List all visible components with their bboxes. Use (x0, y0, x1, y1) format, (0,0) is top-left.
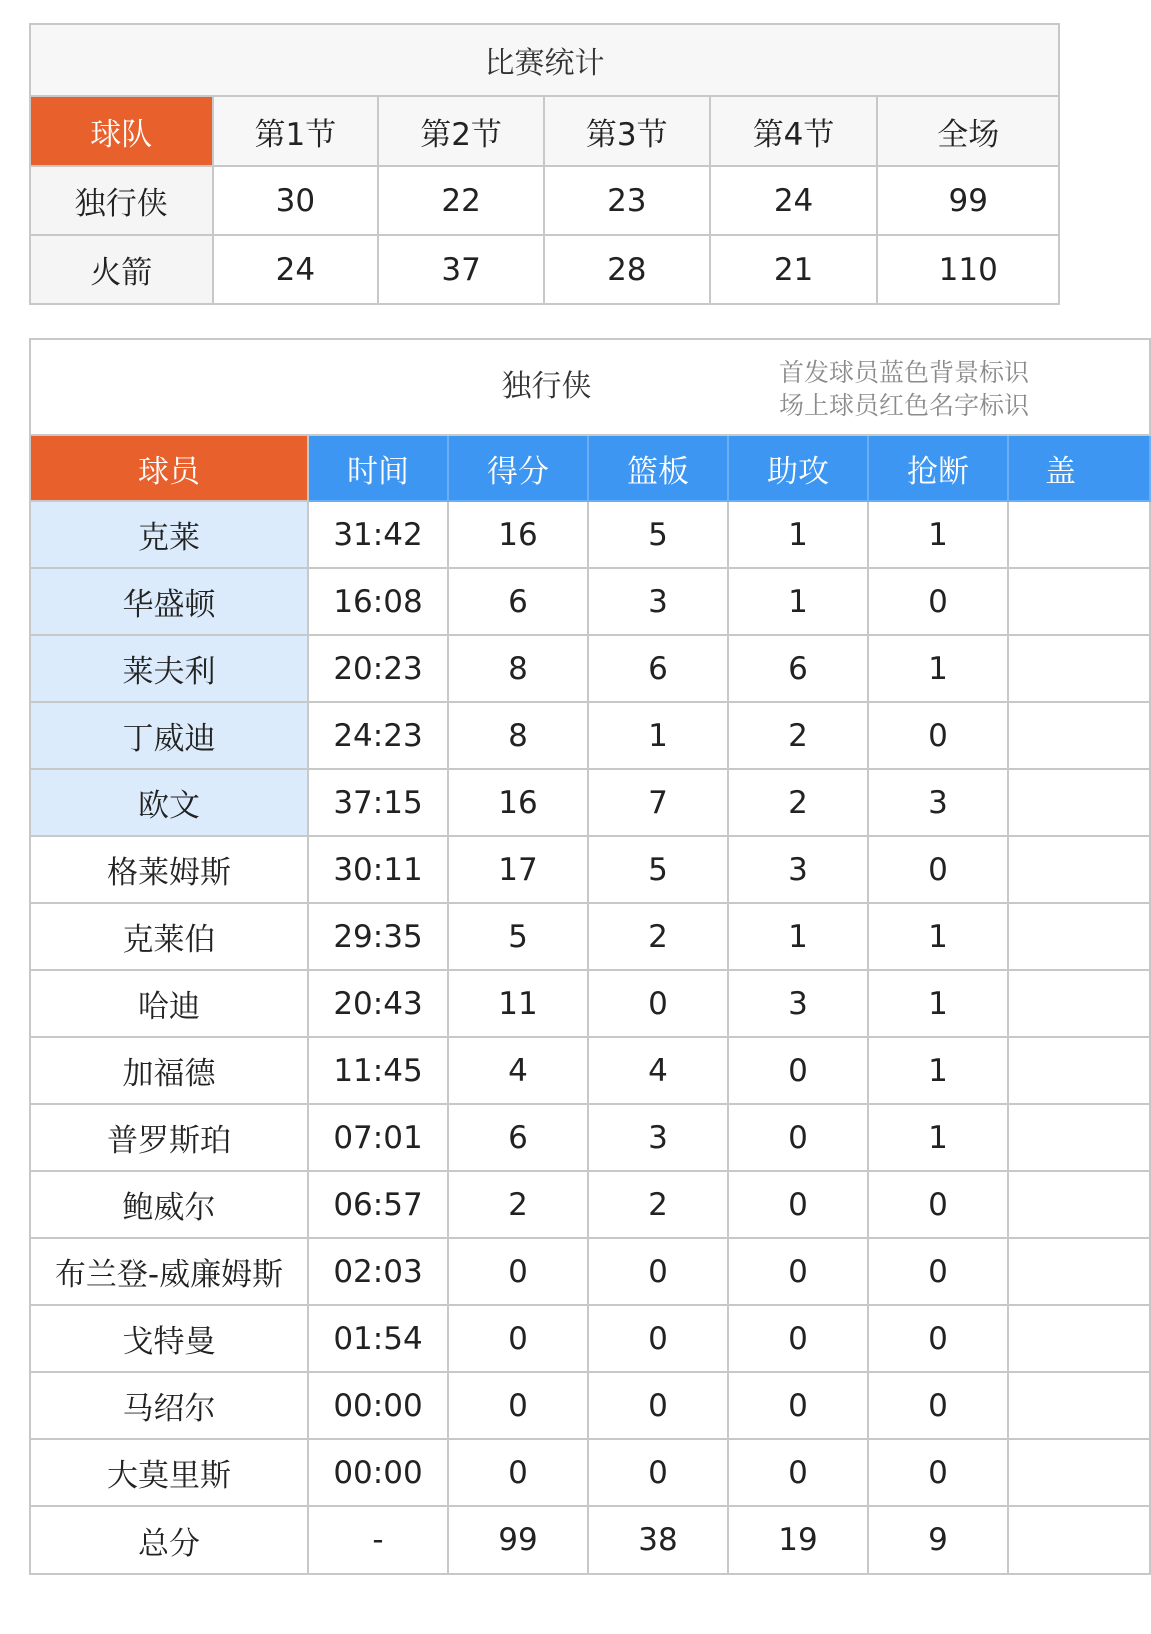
player-blocks (1008, 903, 1150, 970)
player-name: 布兰登-威廉姆斯 (30, 1238, 308, 1305)
header-q2: 第2节 (378, 96, 544, 166)
player-points: 16 (448, 501, 588, 568)
header-time: 时间 (308, 435, 448, 501)
player-blocks (1008, 970, 1150, 1037)
player-blocks (1008, 702, 1150, 769)
player-time: 00:00 (308, 1439, 448, 1506)
player-row (30, 702, 1150, 769)
player-steals: 1 (868, 1104, 1008, 1171)
legend-starter-note: 首发球员蓝色背景标识 (779, 358, 1030, 387)
player-name: 华盛顿 (30, 568, 308, 635)
player-steals: 1 (868, 635, 1008, 702)
header-q4: 第4节 (710, 96, 878, 166)
legend-oncourt-note: 场上球员红色名字标识 (779, 391, 1030, 420)
header-q1: 第1节 (213, 96, 379, 166)
header-blocks: 盖 (1008, 435, 1150, 501)
header-steals: 抢断 (868, 435, 1008, 501)
team-row (30, 235, 1059, 304)
player-assists: 6 (728, 635, 868, 702)
player-time: 20:23 (308, 635, 448, 702)
player-assists: 2 (728, 769, 868, 836)
player-blocks (1008, 1037, 1150, 1104)
header-total: 全场 (877, 96, 1059, 166)
player-stats-scroll-area[interactable] (29, 338, 1076, 1634)
player-points: 0 (448, 1238, 588, 1305)
player-rebounds: 0 (588, 970, 728, 1037)
header-rebounds: 篮板 (588, 435, 728, 501)
player-steals: 0 (868, 1439, 1008, 1506)
player-rebounds: 0 (588, 1305, 728, 1372)
player-assists: 1 (728, 501, 868, 568)
header-team: 球队 (30, 96, 213, 166)
player-time: 16:08 (308, 568, 448, 635)
player-time: 11:45 (308, 1037, 448, 1104)
player-row (30, 1439, 1150, 1506)
total-time: - (308, 1506, 448, 1574)
player-name: 鲍威尔 (30, 1171, 308, 1238)
player-points: 0 (448, 1439, 588, 1506)
player-rebounds: 5 (588, 836, 728, 903)
total-blocks (1008, 1506, 1150, 1574)
header-player: 球员 (30, 435, 308, 501)
player-rebounds: 2 (588, 1171, 728, 1238)
player-name: 加福德 (30, 1037, 308, 1104)
player-row (30, 769, 1150, 836)
player-time: 07:01 (308, 1104, 448, 1171)
player-rebounds: 6 (588, 635, 728, 702)
player-points: 0 (448, 1372, 588, 1439)
player-rebounds: 0 (588, 1439, 728, 1506)
player-points: 16 (448, 769, 588, 836)
player-row (30, 1372, 1150, 1439)
player-time: 01:54 (308, 1305, 448, 1372)
player-row (30, 1104, 1150, 1171)
player-row (30, 1238, 1150, 1305)
player-points: 8 (448, 635, 588, 702)
q4-score: 24 (710, 166, 878, 235)
player-blocks (1008, 1439, 1150, 1506)
player-time: 24:23 (308, 702, 448, 769)
player-assists: 0 (728, 1305, 868, 1372)
player-rebounds: 1 (588, 702, 728, 769)
player-assists: 1 (728, 568, 868, 635)
player-assists: 0 (728, 1104, 868, 1171)
player-assists: 0 (728, 1439, 868, 1506)
total-assists: 19 (728, 1506, 868, 1574)
player-points: 6 (448, 1104, 588, 1171)
player-steals: 0 (868, 836, 1008, 903)
player-name: 克莱 (30, 501, 308, 568)
player-assists: 3 (728, 970, 868, 1037)
q3-score: 23 (544, 166, 710, 235)
player-assists: 0 (728, 1171, 868, 1238)
player-rebounds: 2 (588, 903, 728, 970)
player-time: 02:03 (308, 1238, 448, 1305)
header-assists: 助攻 (728, 435, 868, 501)
player-name: 普罗斯珀 (30, 1104, 308, 1171)
player-rebounds: 7 (588, 769, 728, 836)
player-blocks (1008, 1238, 1150, 1305)
player-row (30, 1305, 1150, 1372)
player-time: 37:15 (308, 769, 448, 836)
player-blocks (1008, 568, 1150, 635)
team-row (30, 166, 1059, 235)
player-name: 莱夫利 (30, 635, 308, 702)
player-blocks (1008, 1305, 1150, 1372)
player-name: 丁威迪 (30, 702, 308, 769)
q2-score: 22 (378, 166, 544, 235)
player-row (30, 1037, 1150, 1104)
player-steals: 0 (868, 1305, 1008, 1372)
player-row (30, 1171, 1150, 1238)
legend (779, 356, 1029, 422)
player-team-title: 独行侠 (501, 369, 592, 404)
player-row (30, 970, 1150, 1037)
player-row (30, 501, 1150, 568)
player-assists: 0 (728, 1372, 868, 1439)
total-score: 99 (877, 166, 1059, 235)
player-name: 欧文 (30, 769, 308, 836)
player-points: 6 (448, 568, 588, 635)
player-rebounds: 0 (588, 1372, 728, 1439)
player-steals: 0 (868, 702, 1008, 769)
player-blocks (1008, 836, 1150, 903)
player-steals: 0 (868, 1171, 1008, 1238)
match-stats-title: 比赛统计 (30, 24, 1059, 96)
player-points: 2 (448, 1171, 588, 1238)
player-name: 哈迪 (30, 970, 308, 1037)
player-blocks (1008, 501, 1150, 568)
player-name: 戈特曼 (30, 1305, 308, 1372)
team-name: 独行侠 (30, 166, 213, 235)
player-time: 06:57 (308, 1171, 448, 1238)
player-blocks (1008, 635, 1150, 702)
player-header-row (30, 435, 1150, 501)
player-blocks (1008, 769, 1150, 836)
player-steals: 1 (868, 501, 1008, 568)
player-blocks (1008, 1104, 1150, 1171)
team-name: 火箭 (30, 235, 213, 304)
match-header-row (30, 96, 1059, 166)
player-assists: 2 (728, 702, 868, 769)
match-stats-table (29, 23, 1060, 305)
player-name: 克莱伯 (30, 903, 308, 970)
q1-score: 24 (213, 235, 379, 304)
player-rebounds: 4 (588, 1037, 728, 1104)
player-steals: 0 (868, 568, 1008, 635)
total-score: 110 (877, 235, 1059, 304)
player-row (30, 903, 1150, 970)
player-rebounds: 3 (588, 568, 728, 635)
player-assists: 0 (728, 1037, 868, 1104)
player-stats-title-cell (30, 339, 1150, 435)
player-assists: 0 (728, 1238, 868, 1305)
player-points: 11 (448, 970, 588, 1037)
player-assists: 3 (728, 836, 868, 903)
q3-score: 28 (544, 235, 710, 304)
player-name: 马绍尔 (30, 1372, 308, 1439)
player-rebounds: 5 (588, 501, 728, 568)
player-name: 格莱姆斯 (30, 836, 308, 903)
player-steals: 0 (868, 1238, 1008, 1305)
player-row (30, 635, 1150, 702)
player-steals: 1 (868, 903, 1008, 970)
player-time: 31:42 (308, 501, 448, 568)
total-row (30, 1506, 1150, 1574)
player-points: 5 (448, 903, 588, 970)
player-time: 29:35 (308, 903, 448, 970)
player-steals: 1 (868, 970, 1008, 1037)
q1-score: 30 (213, 166, 379, 235)
q2-score: 37 (378, 235, 544, 304)
total-steals: 9 (868, 1506, 1008, 1574)
player-points: 8 (448, 702, 588, 769)
player-name: 大莫里斯 (30, 1439, 308, 1506)
player-stats-table (29, 338, 1151, 1575)
player-time: 20:43 (308, 970, 448, 1037)
player-points: 4 (448, 1037, 588, 1104)
header-points: 得分 (448, 435, 588, 501)
player-time: 00:00 (308, 1372, 448, 1439)
player-steals: 1 (868, 1037, 1008, 1104)
player-time: 30:11 (308, 836, 448, 903)
total-points: 99 (448, 1506, 588, 1574)
header-q3: 第3节 (544, 96, 710, 166)
player-assists: 1 (728, 903, 868, 970)
player-rebounds: 3 (588, 1104, 728, 1171)
player-points: 0 (448, 1305, 588, 1372)
q4-score: 21 (710, 235, 878, 304)
player-steals: 3 (868, 769, 1008, 836)
player-points: 17 (448, 836, 588, 903)
player-rebounds: 0 (588, 1238, 728, 1305)
player-row (30, 836, 1150, 903)
player-row (30, 568, 1150, 635)
player-steals: 0 (868, 1372, 1008, 1439)
total-label: 总分 (30, 1506, 308, 1574)
total-rebounds: 38 (588, 1506, 728, 1574)
player-blocks (1008, 1372, 1150, 1439)
player-blocks (1008, 1171, 1150, 1238)
